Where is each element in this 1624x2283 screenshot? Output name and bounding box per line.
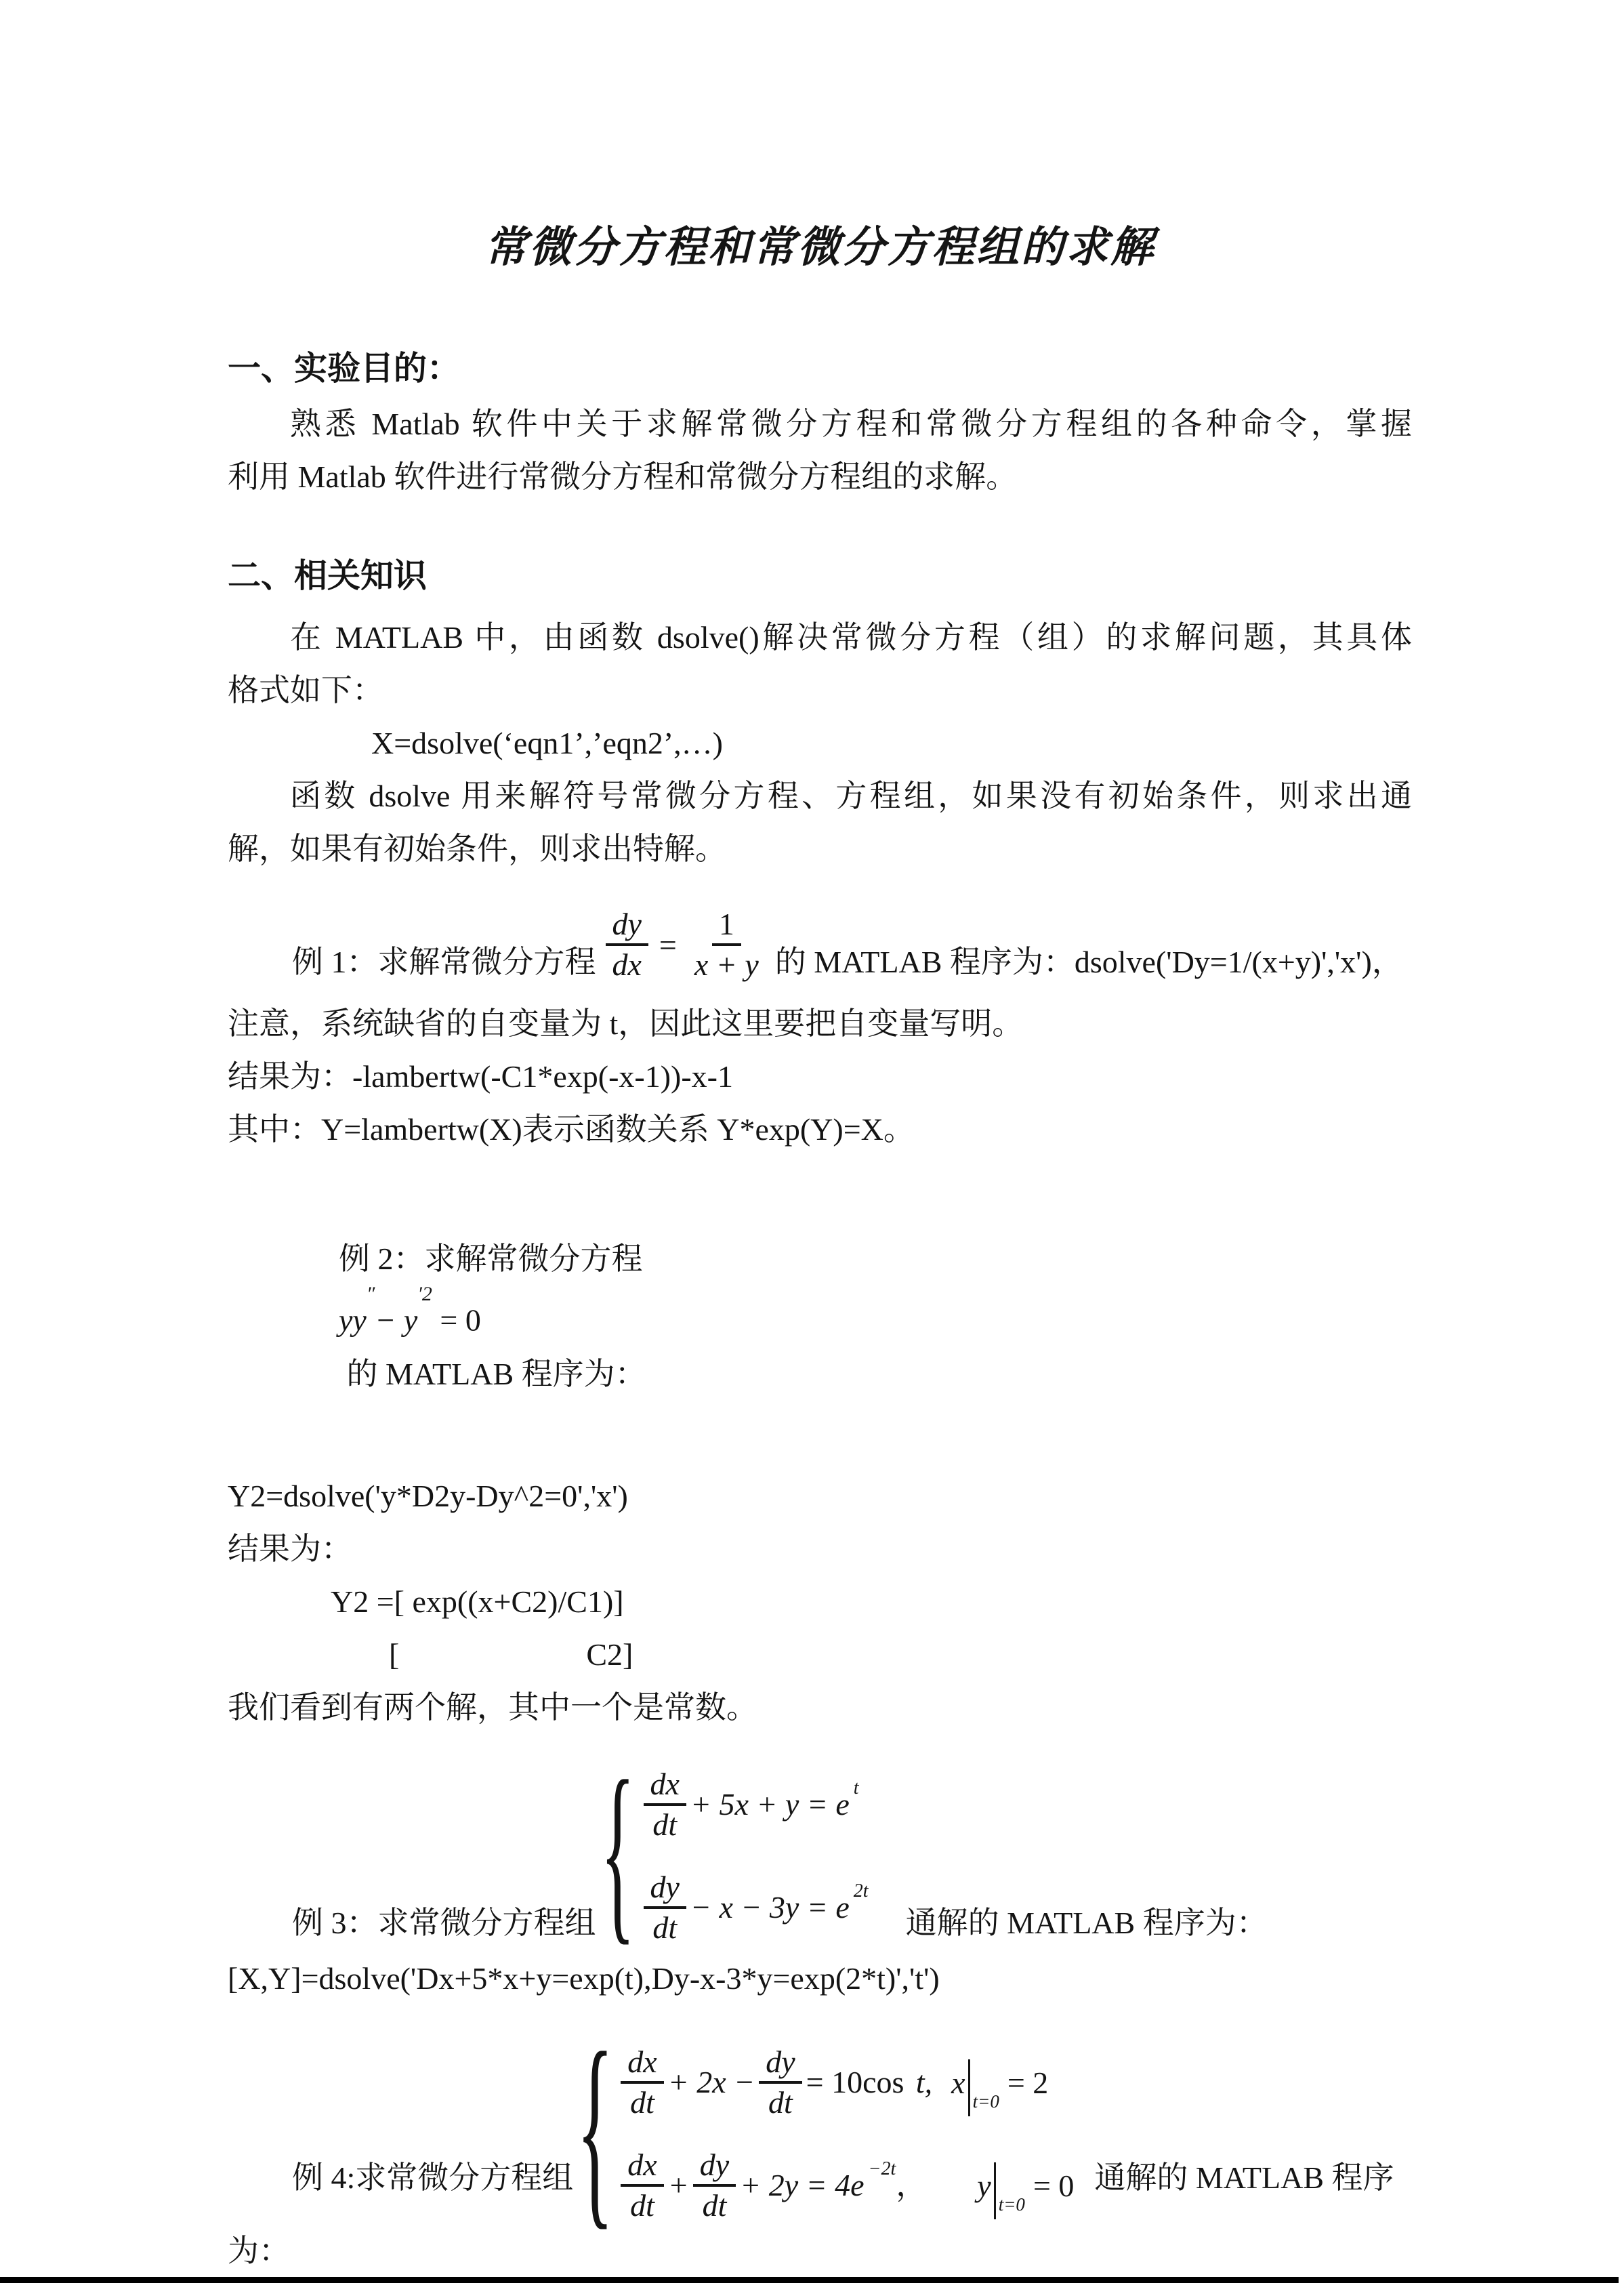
example1-where: 其中：Y=lambertw(X)表示函数关系 Y*exp(Y)=X。 [228, 1112, 915, 1147]
example4-continuation: 为： [228, 2234, 290, 2269]
example3-equation2: $\frac{dy}{dt}$ − x − 3y = e $^{2t}$ [644, 1868, 869, 1947]
fraction-dx-dt: $\frac{dx}{dt}$ [644, 1765, 686, 1844]
equals-sign: = [659, 927, 677, 962]
example2-label: 例 2：求解常微分方程 [339, 1241, 643, 1276]
section1-paragraph-line2: 利用 Matlab 软件进行常微分方程和常微分方程组的求解。 [228, 459, 1018, 494]
section2-paragraph-line2: 格式如下： [228, 673, 383, 707]
example2-equation-term1: yy [339, 1302, 367, 1338]
fraction-dy-dt: $\frac{dy}{dt}$ [693, 2146, 736, 2225]
section1-heading: 一、实验目的： [228, 350, 461, 387]
example2-result-label: 结果为： [228, 1531, 352, 1567]
section2-paragraph-line4: 解，如果有初始条件，则求出特解。 [228, 831, 726, 866]
bottom-scan-bar [0, 2277, 1619, 2283]
double-prime-superscript: ″ [366, 1283, 375, 1305]
example1-result: 结果为：-lambertw(-C1*exp(-x-1))-x-1 [228, 1059, 733, 1094]
prime-squared-superscript: ′2 [417, 1283, 432, 1305]
example3-label: 例 3：求常微分方程组 [292, 1906, 596, 1941]
example4-equation2: $\frac{dx}{dt}$ + $\frac{dy}{dt}$ + 2y = 4e $^{-2t}$ ， y t=0 = 0 [621, 2146, 1074, 2225]
example4-equations [621, 2043, 1074, 2225]
example2-suffix: 的 MATLAB 程序为： [339, 1357, 646, 1392]
left-brace-icon: { [576, 2009, 614, 2248]
example3-code: [X,Y]=dsolve('Dx+5*x+y=exp(t),Dy-x-3*y=exp(2*t)','t') [228, 1961, 940, 1996]
evaluation-bar [968, 2059, 970, 2116]
page-title: 常微分方程和常微分方程组的求解 [484, 224, 1155, 271]
example1-equation [606, 905, 766, 984]
section2-paragraph-line3: 函数 dsolve 用来解符号常微分方程、方程组，如果没有初始条件，则求出通 [290, 779, 1412, 813]
section2-paragraph-line1: 在 MATLAB 中，由函数 dsolve()解决常微分方程（组）的求解问题，其具体 [290, 620, 1412, 655]
example2-note: 我们看到有两个解，其中一个是常数。 [228, 1690, 757, 1725]
example3-equation-system [600, 1740, 869, 1962]
fraction-dx-dt: $\frac{dx}{dt}$ [621, 2043, 663, 2122]
example3-line [228, 1740, 1412, 1962]
example3-equations [644, 1765, 869, 1947]
example1-suffix: 的 MATLAB 程序为：dsolve('Dy=1/(x+y)','x')， [774, 945, 1403, 979]
example1-line [228, 881, 1412, 984]
initial-condition-x: x t=0 = 2 [951, 2054, 1048, 2111]
section2-heading: 二、相关知识 [228, 557, 428, 594]
example2-equation-minus: − [375, 1302, 404, 1338]
fraction-dy-dt: $\frac{dy}{dt}$ [644, 1868, 686, 1947]
example2-result-line2: [ C2] [389, 1637, 633, 1672]
left-brace-icon: { [600, 1740, 635, 1962]
example2-line [228, 1178, 1412, 1456]
example3-suffix: 通解的 MATLAB 程序为： [905, 1906, 1268, 1941]
example2-equation-rhs: = 0 [432, 1302, 481, 1338]
example4-line [228, 2009, 1412, 2248]
example1-note: 注意，系统缺省的自变量为 t，因此这里要把自变量写明。 [228, 1006, 1024, 1041]
example1-label: 例 1：求解常微分方程 [292, 945, 596, 979]
example4-equation1: $\frac{dx}{dt}$ + 2x − $\frac{dy}{dt}$ = 10cos t, x t=0 = 2 [621, 2043, 1074, 2122]
evaluation-bar [994, 2162, 996, 2219]
fraction-dx-dt: $\frac{dx}{dt}$ [621, 2146, 663, 2225]
dsolve-syntax-line: X=dsolve(‘eqn1’,’eqn2’,…) [371, 726, 724, 760]
fraction-1-over-x-plus-y: $\frac{1}{x + y}$ [694, 907, 759, 982]
example2-code: Y2=dsolve('y*D2y-Dy^2=0','x') [228, 1479, 628, 1514]
section1-paragraph-line1: 熟悉 Matlab 软件中关于求解常微分方程和常微分方程组的各种命令，掌握 [290, 407, 1412, 441]
example2-result-line1: Y2 =[ exp((x+C2)/C1)] [331, 1584, 624, 1620]
fraction-dy-dx: $\frac{dy}{dx}$ [606, 905, 648, 984]
example3-equation1: $\frac{dx}{dt}$ + 5x + y = e $^t$ [644, 1765, 869, 1844]
initial-condition-y: y t=0 = 0 [977, 2157, 1074, 2214]
example4-label: 例 4:求常微分方程组 [292, 2160, 574, 2196]
fraction-dy-dt: $\frac{dy}{dt}$ [759, 2043, 801, 2122]
example2-equation-term2: y [403, 1302, 418, 1338]
example4-equation-system [576, 2009, 1075, 2248]
example4-suffix: 通解的 MATLAB 程序 [1094, 2160, 1394, 2196]
document-content [228, 0, 1412, 2278]
